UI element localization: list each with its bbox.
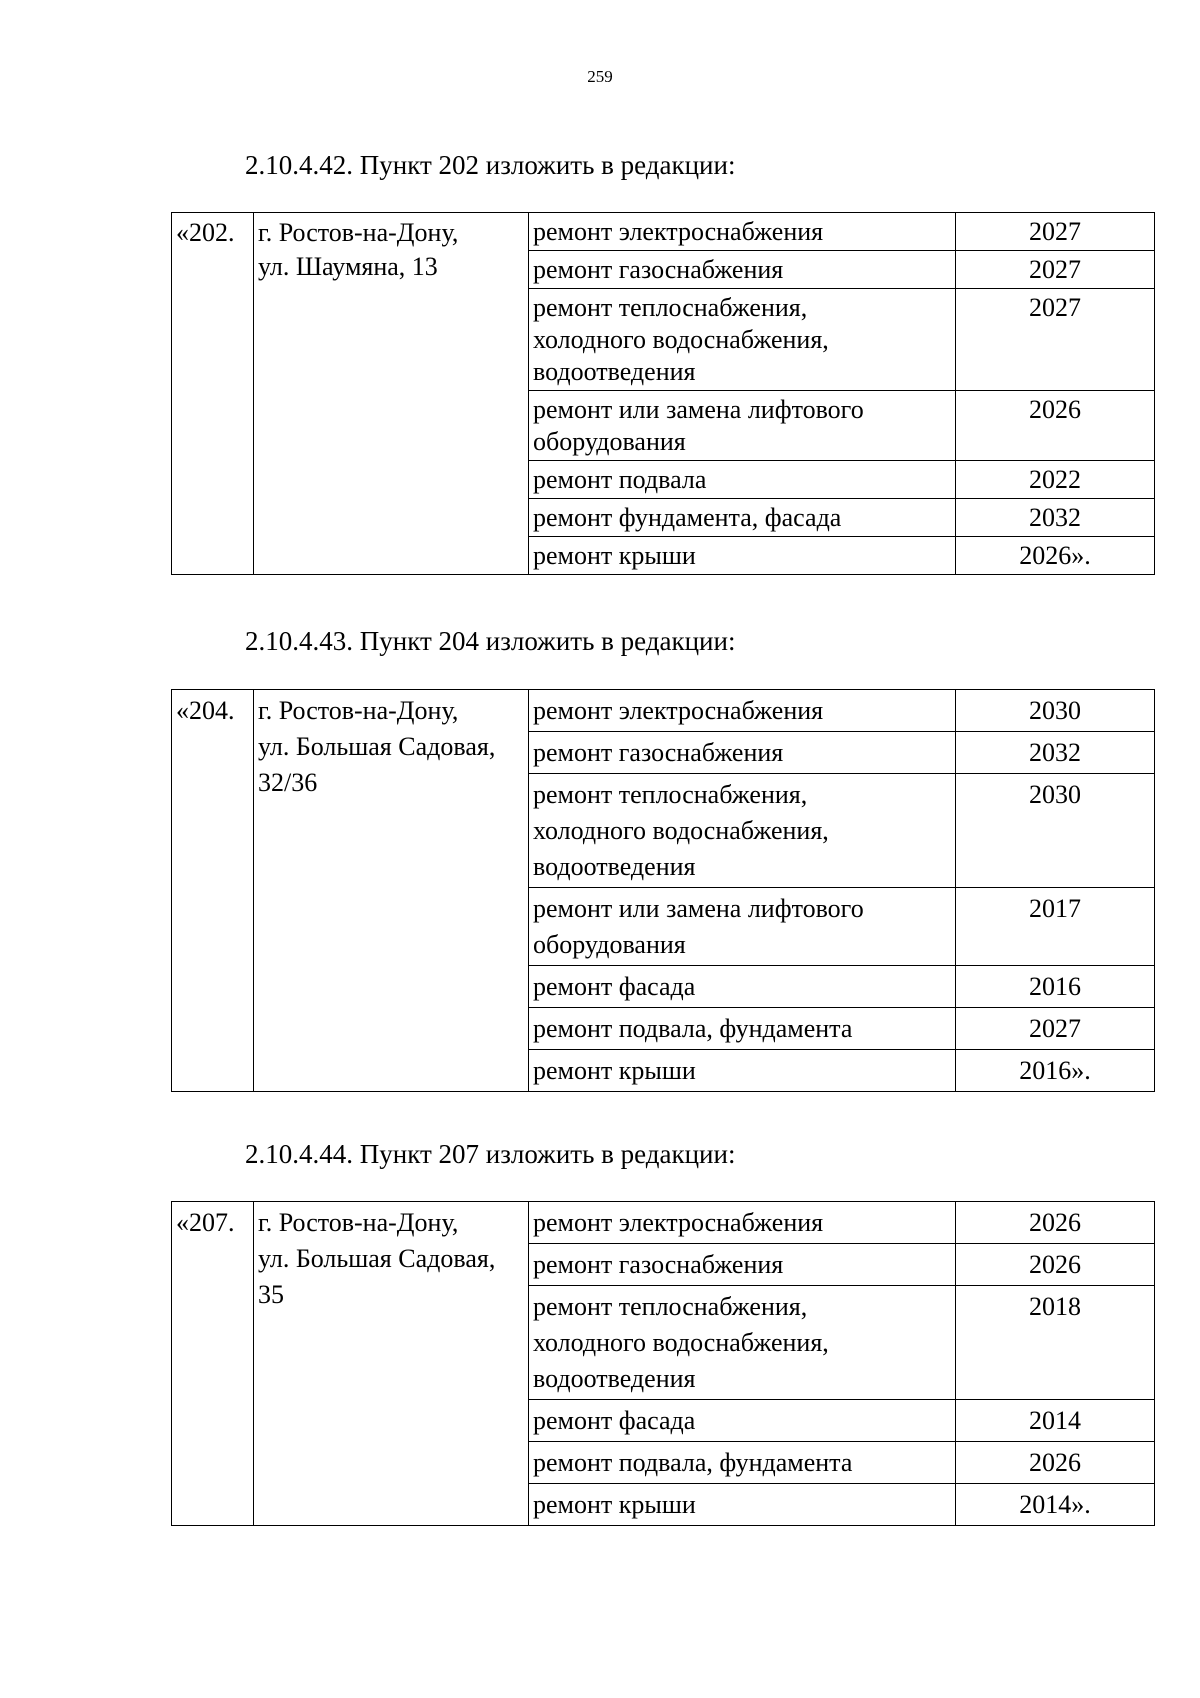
item-number: «207. [172, 1202, 254, 1526]
work-cell [529, 461, 956, 499]
year-value: 2018 [1029, 1292, 1081, 1321]
work-text: водоотведения [533, 1364, 696, 1393]
work-cell [529, 537, 956, 575]
work-text: ремонт крыши [533, 1490, 696, 1519]
year-cell [956, 213, 1155, 251]
year-value: 2027 [1029, 293, 1081, 322]
address-cell [254, 690, 529, 1092]
work-text: ремонт крыши [533, 541, 696, 570]
work-text: ремонт фасада [533, 1406, 696, 1435]
work-cell [529, 289, 956, 391]
work-cell [529, 499, 956, 537]
year-cell [956, 888, 1155, 966]
year-cell [956, 537, 1155, 575]
year-value: 2014 [1029, 1406, 1081, 1435]
year-cell [956, 690, 1155, 732]
year-value: 2026 [1029, 1448, 1081, 1477]
work-cell [529, 966, 956, 1008]
year-value: 2026 [1029, 1250, 1081, 1279]
work-cell [529, 1484, 956, 1526]
year-value: 2030 [1029, 696, 1081, 725]
section-heading-207: 2.10.4.44. Пункт 207 изложить в редакции: [245, 1139, 736, 1169]
work-text: холодного водоснабжения, [533, 1328, 829, 1357]
year-value: 2026 [1029, 1208, 1081, 1237]
work-text: ремонт подвала, фундамента [533, 1014, 853, 1043]
address-street: ул. Большая Садовая, [258, 732, 496, 761]
address-cell [254, 1202, 529, 1526]
work-text: ремонт или замена лифтового [533, 894, 864, 923]
table-row [172, 213, 1155, 251]
year-value: 2022 [1029, 465, 1081, 494]
year-cell [956, 1400, 1155, 1442]
year-cell [956, 1442, 1155, 1484]
work-text: ремонт теплоснабжения, [533, 780, 808, 809]
table-item-204 [171, 689, 1155, 1092]
address-street: ул. Большая Садовая, [258, 1244, 496, 1273]
year-cell [956, 1244, 1155, 1286]
address-street: ул. Шаумяна, 13 [258, 252, 438, 281]
year-value: 2027 [1029, 1014, 1081, 1043]
year-cell [956, 1484, 1155, 1526]
work-cell [529, 1008, 956, 1050]
address-building: 32/36 [258, 768, 318, 797]
work-cell [529, 391, 956, 461]
address-city: г. Ростов-на-Дону, [258, 696, 459, 725]
year-value: 2027 [1029, 255, 1081, 284]
work-cell [529, 1286, 956, 1400]
page-number: 259 [587, 67, 613, 86]
work-text: ремонт газоснабжения [533, 1250, 784, 1279]
year-cell [956, 499, 1155, 537]
year-value: 2014». [1019, 1490, 1091, 1519]
table-row [172, 1202, 1155, 1244]
work-cell [529, 1400, 956, 1442]
year-value: 2026 [1029, 395, 1081, 424]
work-text: ремонт подвала [533, 465, 707, 494]
work-text: ремонт электроснабжения [533, 1208, 824, 1237]
work-cell [529, 1202, 956, 1244]
address-city: г. Ростов-на-Дону, [258, 218, 459, 247]
work-text: оборудования [533, 427, 686, 456]
year-value: 2016». [1019, 1056, 1091, 1085]
work-cell [529, 1244, 956, 1286]
work-cell [529, 251, 956, 289]
address-building: 35 [258, 1280, 284, 1309]
year-cell [956, 732, 1155, 774]
year-value: 2016 [1029, 972, 1081, 1001]
item-number: «204. [172, 690, 254, 1092]
work-text: ремонт газоснабжения [533, 255, 784, 284]
year-cell [956, 391, 1155, 461]
work-text: ремонт теплоснабжения, [533, 293, 808, 322]
year-value: 2026». [1019, 541, 1091, 570]
item-number: «202. [172, 213, 254, 575]
year-cell [956, 774, 1155, 888]
work-cell [529, 732, 956, 774]
year-value: 2030 [1029, 780, 1081, 809]
year-value: 2032 [1029, 738, 1081, 767]
work-text: ремонт газоснабжения [533, 738, 784, 767]
table-item-202 [171, 212, 1155, 575]
work-text: холодного водоснабжения, [533, 816, 829, 845]
year-cell [956, 289, 1155, 391]
work-text: ремонт электроснабжения [533, 217, 824, 246]
year-cell [956, 461, 1155, 499]
year-cell [956, 1050, 1155, 1092]
work-cell [529, 888, 956, 966]
year-value: 2027 [1029, 217, 1081, 246]
section-heading-204: 2.10.4.43. Пункт 204 изложить в редакции: [245, 626, 736, 656]
year-value: 2032 [1029, 503, 1081, 532]
work-text: ремонт электроснабжения [533, 696, 824, 725]
year-cell [956, 1202, 1155, 1244]
work-text: оборудования [533, 930, 686, 959]
year-cell [956, 966, 1155, 1008]
section-heading-202: 2.10.4.42. Пункт 202 изложить в редакции: [245, 150, 736, 180]
work-text: ремонт теплоснабжения, [533, 1292, 808, 1321]
work-text: ремонт фасада [533, 972, 696, 1001]
year-cell [956, 1008, 1155, 1050]
table-row [172, 690, 1155, 732]
address-cell [254, 213, 529, 575]
work-cell [529, 213, 956, 251]
work-text: ремонт или замена лифтового [533, 395, 864, 424]
work-cell [529, 774, 956, 888]
address-city: г. Ростов-на-Дону, [258, 1208, 459, 1237]
work-text: ремонт подвала, фундамента [533, 1448, 853, 1477]
work-cell [529, 1050, 956, 1092]
work-text: водоотведения [533, 357, 696, 386]
work-cell [529, 690, 956, 732]
work-cell [529, 1442, 956, 1484]
year-cell [956, 251, 1155, 289]
year-value: 2017 [1029, 894, 1081, 923]
year-cell [956, 1286, 1155, 1400]
work-text: ремонт крыши [533, 1056, 696, 1085]
work-text: ремонт фундамента, фасада [533, 503, 842, 532]
work-text: водоотведения [533, 852, 696, 881]
table-item-207 [171, 1201, 1155, 1526]
work-text: холодного водоснабжения, [533, 325, 829, 354]
